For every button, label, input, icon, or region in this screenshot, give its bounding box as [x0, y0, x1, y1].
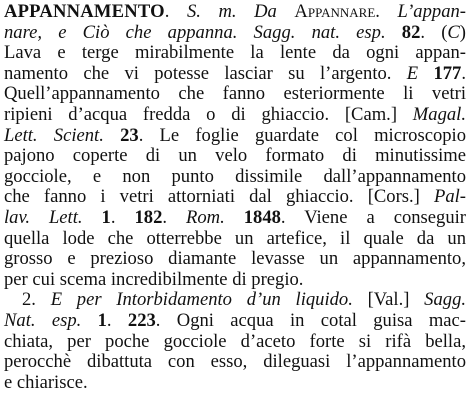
- entry-line: [4, 84, 466, 105]
- bold-run: 23: [120, 124, 139, 146]
- text-run: 2.: [22, 289, 51, 311]
- bold-run: 1: [101, 206, 111, 228]
- text-run: . Viene a conseguir: [280, 206, 466, 228]
- entry-line: [4, 229, 466, 250]
- entry-line: [4, 187, 466, 208]
- italic-run: Magal.: [412, 103, 466, 125]
- italic-run: C: [447, 21, 460, 43]
- entry-line: [4, 167, 466, 188]
- italic-run: E: [406, 62, 419, 84]
- text-run: .: [106, 309, 128, 331]
- text-run: [386, 22, 402, 43]
- entry-line: [4, 23, 466, 44]
- text-run: [81, 310, 97, 331]
- text-run: chiata, per poche gocciole d’aceto forte si rifà bella,: [4, 330, 466, 352]
- text-run: .: [375, 1, 398, 22]
- text-run: .: [164, 1, 187, 22]
- entry-line: [4, 270, 466, 291]
- text-run: namento che vi potesse lasciar su l’argento.: [4, 62, 407, 84]
- entry-line: [4, 146, 466, 167]
- text-run: . Le foglie guardate col microscopio: [138, 124, 466, 146]
- sense-2-line: [4, 290, 466, 311]
- bold-run: 182: [134, 206, 163, 228]
- bold-run: 177: [433, 62, 462, 84]
- entry-line: [4, 332, 466, 353]
- entry-line: [4, 43, 466, 64]
- entry-line: [4, 352, 466, 373]
- bold-run: 223: [127, 309, 156, 331]
- entry-line: [4, 249, 466, 270]
- text-run: [418, 63, 433, 84]
- text-run: pajono coperte di un velo formato di minutissime: [4, 145, 466, 167]
- text-run: e chiarisce.: [4, 371, 88, 393]
- entry-line: [4, 373, 466, 394]
- entry-line: [4, 311, 466, 332]
- entry-line: [4, 126, 466, 147]
- text-run: grosso e prezioso diamante levasse un appannamento,: [4, 248, 466, 270]
- text-run: ripieni d’acqua fredda o di ghiaccio. [Cam.]: [4, 103, 413, 125]
- entry-line: [4, 64, 466, 85]
- entry-line: [4, 208, 466, 229]
- text-run: . Ogni acqua in cotal guisa mac-: [155, 309, 466, 331]
- italic-run: lav. Lett.: [4, 206, 83, 228]
- text-run: Lava e terge mirabilmente la lente da ogni appan-: [4, 42, 466, 64]
- dictionary-entry: [4, 2, 466, 393]
- text-run: gocciole, e non punto dissimile dall’appannamento: [4, 165, 466, 187]
- text-run: quella lode che otterrebbe un artefice, il quale da un: [4, 227, 466, 249]
- entry-line: [4, 2, 466, 23]
- italic-run: Nat. esp.: [4, 309, 82, 331]
- text-run: perocchè dibattuta con esso, dileguasi l’appannamento: [4, 351, 466, 373]
- text-run: [225, 207, 244, 228]
- text-run: che fanno i vetri attorniati dal ghiaccio. [Cors.]: [4, 186, 434, 208]
- italic-run: Rom.: [186, 206, 225, 228]
- text-run: per cui scema incredibilmente di pregio.: [4, 268, 304, 290]
- bold-run: 82: [401, 21, 421, 43]
- italic-run: E per Intorbidamento d’un liquido.: [50, 289, 353, 311]
- italic-run: Lett. Scient.: [4, 124, 104, 146]
- text-run: [Val.]: [352, 289, 425, 311]
- text-run: Quell’appannamento che fanno esteriormente li vetri: [4, 83, 466, 105]
- text-run: ): [459, 21, 466, 43]
- entry-line: [4, 105, 466, 126]
- text-run: [104, 125, 120, 146]
- italic-run: Sagg.: [424, 289, 467, 311]
- text-run: . (: [420, 21, 448, 43]
- italic-run: nare, e Ciò che appanna. Sagg. nat. esp.: [4, 21, 386, 43]
- italic-run: Pal-: [433, 186, 466, 208]
- text-run: .: [162, 206, 186, 228]
- small-caps-run: Appannare: [294, 1, 376, 22]
- bold-run: 1: [97, 309, 107, 331]
- text-run: .: [110, 206, 135, 228]
- bold-run: 1848: [243, 206, 281, 228]
- text-run: .: [461, 62, 466, 84]
- italic-run: S. m. Da: [187, 1, 295, 22]
- text-run: [83, 207, 102, 228]
- headword: APPANNAMENTO: [4, 1, 165, 22]
- italic-run: L’appan-: [397, 1, 466, 22]
